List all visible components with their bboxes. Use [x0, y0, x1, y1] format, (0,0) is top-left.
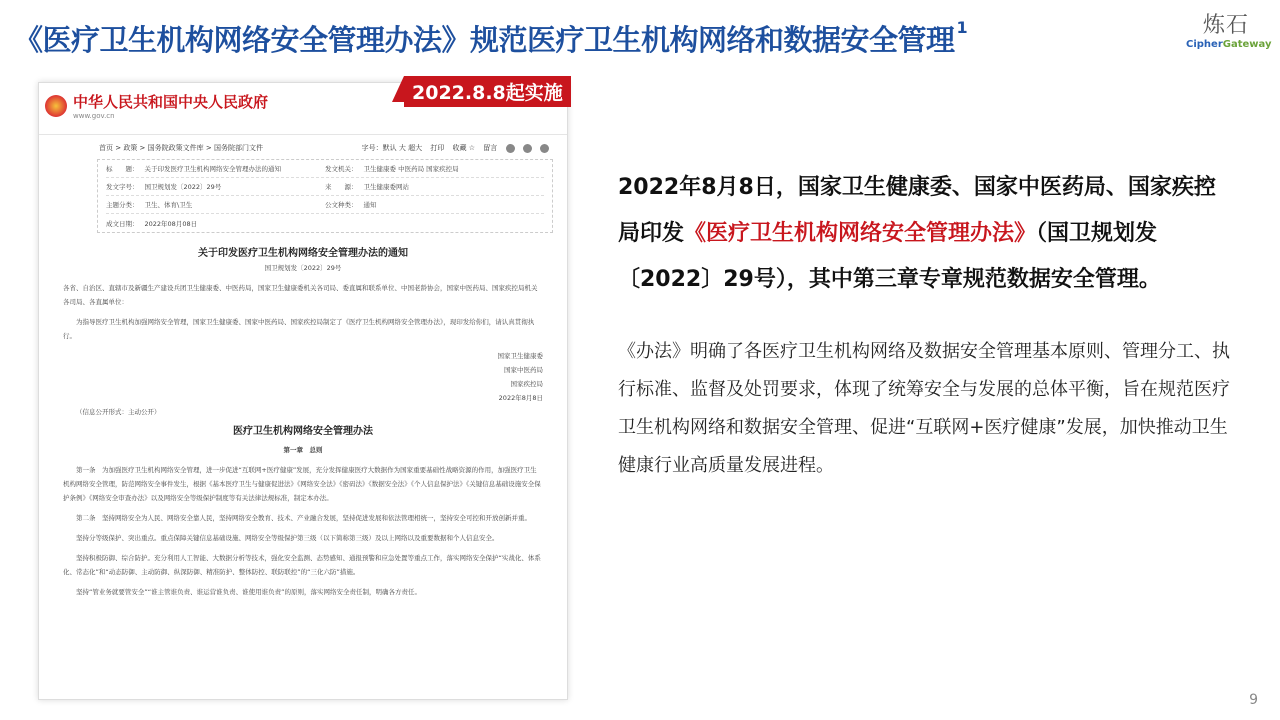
- signatory: 国家中医药局: [504, 366, 543, 374]
- document-screenshot: [38, 82, 568, 700]
- title-text: 《医疗卫生机构网络安全管理办法》规范医疗卫生机构网络和数据安全管理: [14, 23, 955, 57]
- lead-b: （国卫规划发〔2022〕29号），其中第三章专章规范数据安全管理。: [618, 221, 1161, 292]
- signatories: [63, 349, 543, 405]
- document-body: [39, 233, 567, 599]
- info-value: 通知: [363, 201, 377, 209]
- doc-tools: [356, 143, 549, 153]
- addressee: 各省、自治区、直辖市及新疆生产建设兵团卫生健康委、中医药局，国家卫生健康委机关各司局、委直属和联系单位、中国老龄协会，国家中医药局、国家疾控局机关各司局、各直属单位：: [63, 284, 538, 306]
- info-row: [106, 178, 544, 196]
- info-cell: [106, 164, 325, 173]
- info-label: 来 源：: [325, 183, 358, 191]
- article: 坚持“管业务就要管安全”“谁主管谁负责、谁运营谁负责、谁使用谁负责”的原则，落实网络安全责任制，明确各方责任。: [76, 588, 421, 596]
- notice-title: 关于印发医疗卫生机构网络安全管理办法的通知: [198, 248, 408, 259]
- sign-date: 2022年8月8日: [498, 394, 543, 402]
- info-label: 发文字号：: [106, 183, 139, 191]
- logo-en-b: Gateway: [1222, 39, 1272, 50]
- info-cell: [106, 219, 325, 228]
- logo-en-a: Cipher: [1186, 39, 1223, 50]
- message-link[interactable]: 留言: [483, 144, 498, 152]
- site-name: 中华人民共和国中央人民政府: [73, 93, 269, 111]
- info-cell: [325, 200, 544, 209]
- effective-date-badge: 2022.8.8起实施: [404, 76, 571, 107]
- slide-title: [14, 18, 967, 59]
- breadcrumb[interactable]: 首页 > 政策 > 国务院政策文件库 > 国务院部门文件: [99, 144, 263, 152]
- info-cell: [325, 164, 544, 173]
- logo-cn: 炼石: [1202, 13, 1249, 38]
- summary-paragraph: 《办法》明确了各医疗卫生机构网络及数据安全管理基本原则、管理分工、执行标准、监督及处罚要求，体现了统筹安全与发展的总体平衡，旨在规范医疗卫生机构网络和数据安全管理、促进“互联网+医疗健康”发展，加快推动卫生健康行业高质量发展进程。: [618, 341, 1230, 476]
- breadcrumb-bar: [39, 135, 567, 153]
- info-row: [106, 160, 544, 178]
- national-emblem-icon: [45, 95, 67, 117]
- info-cell: [325, 219, 544, 227]
- article: 坚持积极防御、综合防护。充分利用人工智能、大数据分析等技术，强化安全监测、态势感知、通报预警和应急处置等重点工作，落实网络安全保护“实战化、体系化、常态化”和“动态防御、主动防御、纵深防御、精准防护、整体防控、联防联控”的“三化六防”措施。: [63, 554, 541, 576]
- summary-panel: [618, 165, 1230, 485]
- article: 坚持分等级保护、突出重点。重点保障关键信息基础设施、网络安全等级保护第三级（以下简称第三级）及以上网络以及重要数据和个人信息安全。: [76, 534, 499, 542]
- weibo-share-icon[interactable]: [506, 144, 515, 153]
- company-logo: [1186, 8, 1272, 50]
- signatory: 国家疾控局: [510, 380, 543, 388]
- measure-title: 医疗卫生机构网络安全管理办法: [233, 426, 373, 437]
- page-number: 9: [1249, 692, 1258, 708]
- notice-number: 国卫规划发〔2022〕29号: [264, 264, 342, 272]
- info-value: 关于印发医疗卫生机构网络安全管理办法的通知: [144, 165, 281, 173]
- wechat-share-icon[interactable]: [523, 144, 532, 153]
- info-label: 成文日期：: [106, 219, 139, 228]
- chapter-heading: 第一章 总则: [283, 446, 323, 454]
- font-size-options[interactable]: 字号：默认 大 超大: [361, 144, 423, 152]
- notice-body: 为指导医疗卫生机构加强网络安全管理，国家卫生健康委、国家中医药局、国家疾控局制定了《医疗卫生机构网络安全管理办法》，现印发给你们，请认真贯彻执行。: [63, 318, 535, 340]
- info-value: 卫生健康委 中医药局 国家疾控局: [363, 165, 459, 173]
- site-url: www.gov.cn: [73, 112, 115, 120]
- info-label: 主题分类：: [106, 201, 139, 209]
- print-link[interactable]: 打印: [430, 144, 445, 152]
- info-cell: [325, 182, 544, 191]
- lead-a: 2022年8月8日，国家卫生健康委、国家中医药局、国家疾控局印发: [618, 175, 1216, 246]
- qzone-share-icon[interactable]: [540, 144, 549, 153]
- footnote-marker: 1: [956, 18, 968, 37]
- article: 第二条 坚持网络安全为人民、网络安全靠人民，坚持网络安全教育、技术、产业融合发展，坚持促进发展和依法管理相统一，坚持安全可控和开放创新并重。: [76, 514, 531, 522]
- info-value: 卫生、体育\卫生: [144, 201, 193, 209]
- info-label: 发文机关：: [325, 165, 358, 173]
- lead-highlight: 《医疗卫生机构网络安全管理办法》: [684, 221, 1037, 246]
- info-value: 2022年08月08日: [144, 219, 198, 228]
- info-value: 卫生健康委网站: [363, 183, 409, 191]
- disclosure: （信息公开形式：主动公开）: [76, 408, 161, 416]
- info-row: [106, 196, 544, 214]
- info-cell: [106, 200, 325, 209]
- info-cell: [106, 182, 325, 191]
- document-info-table: [97, 159, 553, 233]
- article: 第一条 为加强医疗卫生机构网络安全管理，进一步促进“互联网+医疗健康”发展，充分发挥健康医疗大数据作为国家重要基础性战略资源的作用，加强医疗卫生机构网络安全管理，防范网络安全事件发生，根据《基本医疗卫生与健康促进法》《网络安全法》《密码法》《数据安全法》《个人信息保护法》《关键信息基础设施安全保护条例》《网络安全审查办法》以及网络安全等级保护制度等有关法律法规标准，制定本办法。: [63, 466, 541, 502]
- favorite-link[interactable]: 收藏 ☆: [452, 144, 476, 152]
- lead-statement: [618, 165, 1230, 303]
- info-value: 国卫规划发〔2022〕29号: [144, 183, 222, 191]
- logo-en: [1186, 39, 1272, 50]
- info-label: 标 题：: [106, 165, 139, 173]
- info-row: [106, 214, 544, 232]
- info-label: 公文种类：: [325, 201, 358, 209]
- signatory: 国家卫生健康委: [497, 352, 543, 360]
